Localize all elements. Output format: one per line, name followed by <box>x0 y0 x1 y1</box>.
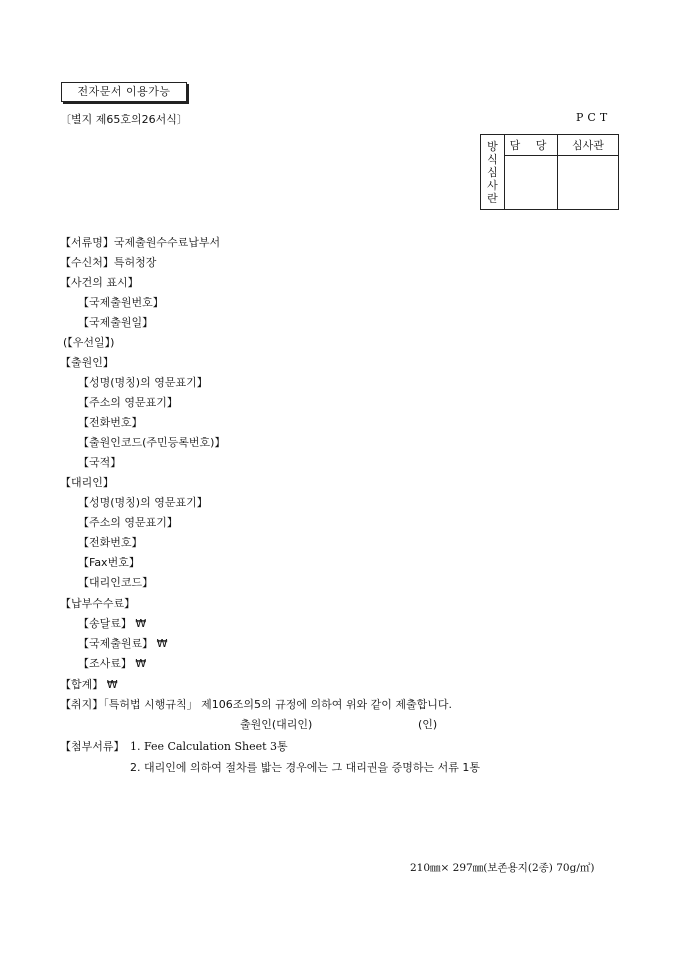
applicant-code-field: 【출원인코드(주민등록번호)】 <box>78 436 226 449</box>
fee-search-field: 【조사료】 ₩ <box>78 657 147 670</box>
pct-label: PCT <box>576 111 612 124</box>
fee-transmittal-field: 【송달료】 ₩ <box>78 617 147 630</box>
seal-mark: (인) <box>418 718 438 731</box>
case-priority-field: (【우선일】) <box>63 336 115 349</box>
case-app-date-field: 【국제출원일】 <box>78 316 154 329</box>
review-side-char: 식 <box>487 152 498 166</box>
fees-section: 【납부수수료】 <box>60 597 136 610</box>
review-side-char: 사 <box>487 178 498 192</box>
case-section: 【사건의 표시】 <box>60 276 139 289</box>
review-side-char: 방 <box>487 139 498 153</box>
doc-name-field: 【서류명】국제출원수수료납부서 <box>60 236 221 249</box>
review-officer-cell[interactable] <box>505 156 558 210</box>
applicant-name-en-field: 【성명(명칭)의 영문표기】 <box>78 376 208 389</box>
applicant-phone-field: 【전화번호】 <box>78 416 143 429</box>
signer-label: 출원인(대리인) <box>240 718 313 731</box>
agent-address-en-field: 【주소의 영문표기】 <box>78 516 178 529</box>
form-number: 〔별지 제65호의26서식〕 <box>60 113 188 126</box>
review-side-char: 란 <box>487 191 498 205</box>
total-field: 【합계】 ₩ <box>60 678 118 691</box>
case-app-number-field: 【국제출원번호】 <box>78 296 164 309</box>
agent-fax-field: 【Fax번호】 <box>78 556 140 569</box>
agent-section: 【대리인】 <box>60 476 114 489</box>
purpose-statement: 【취지】「특허법 시행규칙」 제106조의5의 규정에 의하여 위와 같이 제출합니다. <box>60 698 452 711</box>
applicant-address-en-field: 【주소의 영문표기】 <box>78 396 178 409</box>
electronic-document-badge: 전자문서 이용가능 <box>61 82 187 102</box>
review-box <box>480 134 619 210</box>
review-col-officer: 담 당 <box>505 135 558 156</box>
attachment-item-1: 1. Fee Calculation Sheet 3통 <box>130 740 288 753</box>
recipient-field: 【수신처】특허청장 <box>60 256 157 269</box>
paper-spec: 210㎜× 297㎜(보존용지(2종) 70g/㎡) <box>410 862 595 874</box>
review-side-char: 심 <box>487 165 498 179</box>
applicant-nationality-field: 【국적】 <box>78 456 122 469</box>
attachment-item-2: 2. 대리인에 의하여 절차를 밟는 경우에는 그 대리권을 증명하는 서류 1통 <box>130 761 480 774</box>
agent-name-en-field: 【성명(명칭)의 영문표기】 <box>78 496 208 509</box>
agent-phone-field: 【전화번호】 <box>78 536 143 549</box>
review-examiner-cell[interactable] <box>558 156 619 210</box>
agent-code-field: 【대리인코드】 <box>78 576 154 589</box>
fee-intl-filing-field: 【국제출원료】 ₩ <box>78 637 168 650</box>
applicant-section: 【출원인】 <box>60 356 114 369</box>
review-side-label <box>481 135 505 210</box>
review-col-examiner: 심사관 <box>558 135 619 156</box>
attachments-label: 【첨부서류】 <box>60 740 125 753</box>
